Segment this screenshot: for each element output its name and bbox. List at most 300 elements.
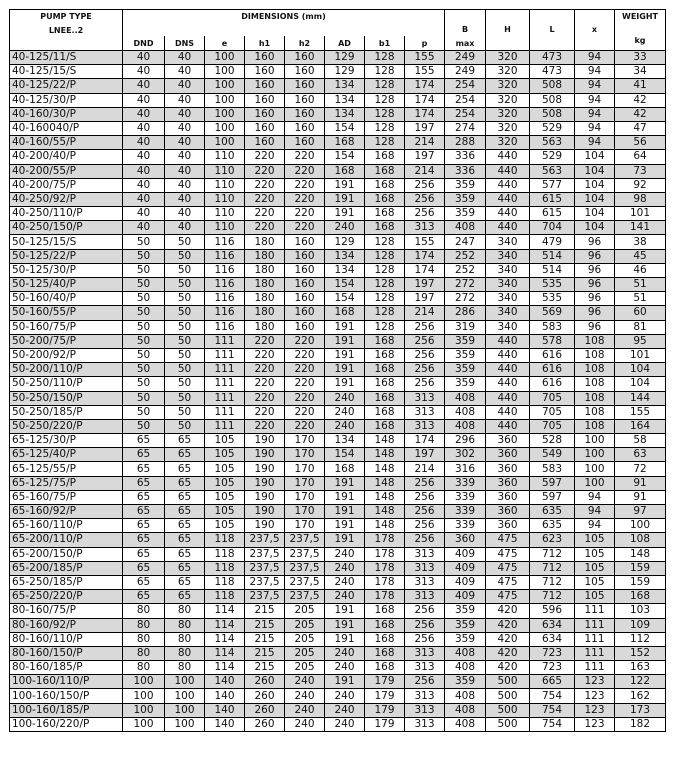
cell-pump-type: 40-160/55/P — [10, 136, 123, 150]
cell-p: 174 — [405, 434, 445, 448]
table-row — [10, 363, 666, 377]
cell-weight: 63 — [615, 448, 666, 462]
cell-b-max: 360 — [445, 533, 486, 547]
cell-weight: 164 — [615, 419, 666, 433]
cell-e: 114 — [205, 661, 245, 675]
cell-b-max: 339 — [445, 505, 486, 519]
cell-ad: 154 — [325, 121, 365, 135]
cell-l: 549 — [530, 448, 575, 462]
cell-b1: 168 — [365, 221, 405, 235]
cell-dnd: 65 — [123, 533, 165, 547]
cell-e: 110 — [205, 178, 245, 192]
table-header — [10, 10, 666, 51]
cell-dns: 80 — [165, 661, 205, 675]
cell-dnd: 40 — [123, 192, 165, 206]
cell-dnd: 65 — [123, 561, 165, 575]
cell-dns: 100 — [165, 689, 205, 703]
table-row — [10, 79, 666, 93]
cell-weight: 97 — [615, 505, 666, 519]
cell-b1: 148 — [365, 505, 405, 519]
cell-dnd: 65 — [123, 590, 165, 604]
cell-p: 155 — [405, 51, 445, 65]
cell-l: 508 — [530, 79, 575, 93]
cell-pump-type: 50-125/15/S — [10, 235, 123, 249]
cell-weight: 173 — [615, 703, 666, 717]
cell-p: 174 — [405, 249, 445, 263]
cell-b1: 168 — [365, 661, 405, 675]
cell-ad: 191 — [325, 505, 365, 519]
cell-dns: 40 — [165, 65, 205, 79]
cell-dns: 50 — [165, 235, 205, 249]
cell-b1: 128 — [365, 65, 405, 79]
cell-h2: 237,5 — [285, 533, 325, 547]
cell-p: 256 — [405, 604, 445, 618]
cell-ad: 240 — [325, 547, 365, 561]
cell-x: 96 — [575, 306, 615, 320]
cell-pump-type: 80-160/150/P — [10, 646, 123, 660]
cell-pump-type: 50-160/55/P — [10, 306, 123, 320]
cell-x: 123 — [575, 717, 615, 731]
cell-pump-type: 65-250/185/P — [10, 575, 123, 589]
cell-l: 712 — [530, 561, 575, 575]
cell-weight: 58 — [615, 434, 666, 448]
table-row — [10, 391, 666, 405]
cell-b1: 128 — [365, 136, 405, 150]
cell-p: 313 — [405, 717, 445, 731]
cell-h2: 160 — [285, 93, 325, 107]
cell-ad: 191 — [325, 363, 365, 377]
cell-h: 440 — [486, 363, 530, 377]
cell-dns: 100 — [165, 703, 205, 717]
cell-pump-type: 65-125/55/P — [10, 462, 123, 476]
cell-dnd: 50 — [123, 306, 165, 320]
cell-dnd: 80 — [123, 646, 165, 660]
cell-weight: 34 — [615, 65, 666, 79]
cell-l: 583 — [530, 320, 575, 334]
cell-h2: 240 — [285, 675, 325, 689]
cell-b-max: 408 — [445, 391, 486, 405]
cell-ad: 129 — [325, 51, 365, 65]
cell-h: 500 — [486, 689, 530, 703]
cell-h2: 170 — [285, 448, 325, 462]
table-row — [10, 490, 666, 504]
cell-weight: 148 — [615, 547, 666, 561]
cell-b-max: 408 — [445, 405, 486, 419]
cell-b-max: 336 — [445, 150, 486, 164]
table-row — [10, 462, 666, 476]
cell-l: 597 — [530, 476, 575, 490]
cell-b1: 178 — [365, 533, 405, 547]
cell-dns: 50 — [165, 419, 205, 433]
cell-e: 140 — [205, 703, 245, 717]
cell-x: 94 — [575, 121, 615, 135]
col-header-p: p — [405, 36, 445, 51]
cell-h1: 220 — [245, 178, 285, 192]
cell-weight: 163 — [615, 661, 666, 675]
cell-dns: 50 — [165, 377, 205, 391]
cell-l: 634 — [530, 618, 575, 632]
table-row — [10, 618, 666, 632]
cell-dns: 80 — [165, 646, 205, 660]
cell-e: 116 — [205, 278, 245, 292]
cell-h: 475 — [486, 533, 530, 547]
col-header-dnd: DND — [123, 36, 165, 51]
cell-h1: 160 — [245, 65, 285, 79]
cell-dns: 50 — [165, 292, 205, 306]
cell-h1: 237,5 — [245, 590, 285, 604]
col-header-b — [445, 10, 486, 51]
cell-l: 597 — [530, 490, 575, 504]
cell-ad: 240 — [325, 221, 365, 235]
table-row — [10, 717, 666, 731]
cell-h1: 220 — [245, 405, 285, 419]
cell-h: 475 — [486, 547, 530, 561]
cell-b-max: 252 — [445, 249, 486, 263]
cell-pump-type: 40-125/11/S — [10, 51, 123, 65]
cell-dnd: 100 — [123, 703, 165, 717]
cell-weight: 56 — [615, 136, 666, 150]
cell-b1: 168 — [365, 348, 405, 362]
cell-ad: 154 — [325, 292, 365, 306]
cell-dnd: 40 — [123, 51, 165, 65]
table-row — [10, 121, 666, 135]
cell-x: 94 — [575, 93, 615, 107]
cell-b-max: 409 — [445, 575, 486, 589]
cell-e: 105 — [205, 448, 245, 462]
cell-h2: 220 — [285, 377, 325, 391]
cell-l: 535 — [530, 278, 575, 292]
cell-weight: 81 — [615, 320, 666, 334]
cell-l: 712 — [530, 590, 575, 604]
cell-h: 440 — [486, 150, 530, 164]
cell-h: 360 — [486, 448, 530, 462]
cell-h1: 220 — [245, 348, 285, 362]
cell-e: 100 — [205, 93, 245, 107]
cell-x: 94 — [575, 505, 615, 519]
cell-e: 100 — [205, 107, 245, 121]
cell-e: 100 — [205, 79, 245, 93]
cell-h1: 190 — [245, 505, 285, 519]
cell-h: 475 — [486, 561, 530, 575]
cell-p: 256 — [405, 207, 445, 221]
cell-dns: 65 — [165, 434, 205, 448]
table-row — [10, 93, 666, 107]
cell-ad: 240 — [325, 646, 365, 660]
cell-h2: 160 — [285, 320, 325, 334]
cell-h1: 190 — [245, 434, 285, 448]
cell-b-max: 408 — [445, 717, 486, 731]
cell-p: 155 — [405, 235, 445, 249]
col-header-ad: AD — [325, 36, 365, 51]
cell-pump-type: 50-160/75/P — [10, 320, 123, 334]
cell-h1: 180 — [245, 278, 285, 292]
cell-h2: 205 — [285, 646, 325, 660]
cell-dns: 100 — [165, 717, 205, 731]
cell-dnd: 50 — [123, 405, 165, 419]
cell-ad: 191 — [325, 207, 365, 221]
cell-dns: 50 — [165, 320, 205, 334]
col-header-b-max: max — [455, 39, 475, 48]
cell-ad: 191 — [325, 348, 365, 362]
cell-h1: 220 — [245, 150, 285, 164]
cell-b1: 128 — [365, 249, 405, 263]
cell-h: 440 — [486, 221, 530, 235]
cell-b-max: 272 — [445, 278, 486, 292]
col-header-l — [530, 10, 575, 51]
cell-h2: 170 — [285, 505, 325, 519]
cell-h2: 220 — [285, 348, 325, 362]
table-row — [10, 334, 666, 348]
cell-h2: 220 — [285, 207, 325, 221]
cell-b-max: 408 — [445, 646, 486, 660]
cell-h: 440 — [486, 419, 530, 433]
cell-h2: 160 — [285, 306, 325, 320]
weight-unit-label: kg — [634, 36, 646, 45]
cell-l: 473 — [530, 65, 575, 79]
cell-dns: 50 — [165, 334, 205, 348]
table-row — [10, 646, 666, 660]
cell-p: 313 — [405, 703, 445, 717]
cell-b1: 179 — [365, 675, 405, 689]
cell-weight: 108 — [615, 533, 666, 547]
cell-weight: 98 — [615, 192, 666, 206]
cell-h1: 190 — [245, 462, 285, 476]
cell-p: 174 — [405, 107, 445, 121]
table-body — [10, 51, 666, 732]
cell-pump-type: 40-250/110/P — [10, 207, 123, 221]
cell-weight: 38 — [615, 235, 666, 249]
table-row — [10, 547, 666, 561]
cell-h: 320 — [486, 79, 530, 93]
cell-h2: 237,5 — [285, 547, 325, 561]
cell-pump-type: 65-125/40/P — [10, 448, 123, 462]
cell-pump-type: 50-125/30/P — [10, 263, 123, 277]
cell-b1: 179 — [365, 703, 405, 717]
cell-b-max: 254 — [445, 93, 486, 107]
cell-h: 320 — [486, 107, 530, 121]
cell-e: 100 — [205, 121, 245, 135]
cell-dnd: 50 — [123, 377, 165, 391]
cell-x: 111 — [575, 646, 615, 660]
cell-pump-type: 65-200/110/P — [10, 533, 123, 547]
cell-dnd: 80 — [123, 618, 165, 632]
cell-h1: 260 — [245, 717, 285, 731]
cell-l: 479 — [530, 235, 575, 249]
cell-h1: 180 — [245, 249, 285, 263]
cell-p: 256 — [405, 618, 445, 632]
cell-pump-type: 65-160/75/P — [10, 490, 123, 504]
cell-weight: 104 — [615, 363, 666, 377]
cell-dnd: 50 — [123, 334, 165, 348]
cell-weight: 42 — [615, 107, 666, 121]
cell-e: 140 — [205, 717, 245, 731]
table-row — [10, 263, 666, 277]
cell-b-max: 359 — [445, 377, 486, 391]
cell-dns: 50 — [165, 391, 205, 405]
cell-dnd: 40 — [123, 65, 165, 79]
cell-b1: 178 — [365, 547, 405, 561]
cell-h: 420 — [486, 632, 530, 646]
cell-dnd: 50 — [123, 320, 165, 334]
cell-pump-type: 40-250/150/P — [10, 221, 123, 235]
cell-b1: 148 — [365, 448, 405, 462]
cell-h2: 205 — [285, 618, 325, 632]
cell-ad: 134 — [325, 434, 365, 448]
cell-h2: 205 — [285, 604, 325, 618]
cell-l: 635 — [530, 519, 575, 533]
cell-h2: 237,5 — [285, 561, 325, 575]
cell-pump-type: 40-200/55/P — [10, 164, 123, 178]
cell-l: 712 — [530, 575, 575, 589]
cell-p: 256 — [405, 178, 445, 192]
cell-dns: 50 — [165, 348, 205, 362]
cell-pump-type: 65-160/92/P — [10, 505, 123, 519]
cell-l: 616 — [530, 348, 575, 362]
cell-e: 118 — [205, 561, 245, 575]
cell-h: 420 — [486, 646, 530, 660]
cell-x: 104 — [575, 207, 615, 221]
cell-b-max: 408 — [445, 419, 486, 433]
cell-h2: 170 — [285, 490, 325, 504]
cell-dns: 40 — [165, 221, 205, 235]
cell-e: 100 — [205, 51, 245, 65]
cell-p: 174 — [405, 93, 445, 107]
col-header-e: e — [205, 36, 245, 51]
cell-b-max: 339 — [445, 490, 486, 504]
cell-dns: 40 — [165, 93, 205, 107]
cell-weight: 73 — [615, 164, 666, 178]
cell-dnd: 65 — [123, 448, 165, 462]
table-row — [10, 136, 666, 150]
cell-b1: 168 — [365, 207, 405, 221]
cell-l: 583 — [530, 462, 575, 476]
cell-weight: 51 — [615, 278, 666, 292]
cell-h1: 237,5 — [245, 575, 285, 589]
cell-e: 118 — [205, 547, 245, 561]
cell-h: 340 — [486, 249, 530, 263]
cell-ad: 191 — [325, 320, 365, 334]
cell-e: 105 — [205, 505, 245, 519]
cell-dnd: 50 — [123, 419, 165, 433]
cell-pump-type: 50-250/220/P — [10, 419, 123, 433]
cell-ad: 191 — [325, 192, 365, 206]
cell-ad: 191 — [325, 533, 365, 547]
cell-b-max: 359 — [445, 618, 486, 632]
cell-e: 100 — [205, 136, 245, 150]
cell-ad: 191 — [325, 632, 365, 646]
cell-l: 508 — [530, 107, 575, 121]
cell-pump-type: 100-160/110/P — [10, 675, 123, 689]
cell-x: 100 — [575, 434, 615, 448]
cell-x: 94 — [575, 136, 615, 150]
cell-pump-type: 40-125/15/S — [10, 65, 123, 79]
cell-x: 96 — [575, 249, 615, 263]
cell-ad: 134 — [325, 107, 365, 121]
cell-p: 197 — [405, 448, 445, 462]
cell-e: 110 — [205, 192, 245, 206]
cell-b-max: 359 — [445, 207, 486, 221]
cell-x: 96 — [575, 320, 615, 334]
cell-dns: 65 — [165, 575, 205, 589]
cell-l: 563 — [530, 164, 575, 178]
cell-h1: 220 — [245, 207, 285, 221]
cell-ad: 191 — [325, 476, 365, 490]
cell-pump-type: 50-200/110/P — [10, 363, 123, 377]
cell-pump-type: 65-200/150/P — [10, 547, 123, 561]
cell-e: 105 — [205, 476, 245, 490]
cell-ad: 240 — [325, 391, 365, 405]
cell-weight: 168 — [615, 590, 666, 604]
col-header-b-label: B — [461, 25, 469, 34]
cell-dnd: 40 — [123, 107, 165, 121]
cell-h: 440 — [486, 207, 530, 221]
cell-p: 197 — [405, 150, 445, 164]
table-row — [10, 405, 666, 419]
cell-h: 440 — [486, 391, 530, 405]
cell-h2: 160 — [285, 79, 325, 93]
cell-b-max: 336 — [445, 164, 486, 178]
cell-h2: 170 — [285, 476, 325, 490]
cell-b-max: 288 — [445, 136, 486, 150]
cell-x: 96 — [575, 235, 615, 249]
cell-h: 440 — [486, 192, 530, 206]
cell-b-max: 274 — [445, 121, 486, 135]
cell-dns: 50 — [165, 278, 205, 292]
cell-dnd: 65 — [123, 490, 165, 504]
cell-b1: 148 — [365, 462, 405, 476]
cell-h1: 220 — [245, 391, 285, 405]
cell-ad: 191 — [325, 618, 365, 632]
cell-h1: 260 — [245, 703, 285, 717]
cell-pump-type: 100-160/185/P — [10, 703, 123, 717]
cell-b-max: 286 — [445, 306, 486, 320]
cell-b1: 179 — [365, 717, 405, 731]
cell-weight: 91 — [615, 490, 666, 504]
cell-dns: 50 — [165, 306, 205, 320]
cell-p: 155 — [405, 65, 445, 79]
cell-h2: 160 — [285, 136, 325, 150]
cell-e: 110 — [205, 221, 245, 235]
cell-l: 535 — [530, 292, 575, 306]
cell-pump-type: 65-125/75/P — [10, 476, 123, 490]
cell-l: 754 — [530, 717, 575, 731]
cell-e: 111 — [205, 334, 245, 348]
cell-weight: 141 — [615, 221, 666, 235]
cell-p: 256 — [405, 533, 445, 547]
cell-h2: 170 — [285, 462, 325, 476]
dimensions-table-container — [9, 9, 665, 732]
cell-dnd: 40 — [123, 207, 165, 221]
cell-h1: 160 — [245, 79, 285, 93]
cell-dnd: 65 — [123, 505, 165, 519]
cell-dns: 40 — [165, 136, 205, 150]
table-row — [10, 164, 666, 178]
col-header-dns: DNS — [165, 36, 205, 51]
cell-x: 94 — [575, 490, 615, 504]
cell-pump-type: 80-160/185/P — [10, 661, 123, 675]
cell-ad: 191 — [325, 490, 365, 504]
table-row — [10, 377, 666, 391]
cell-h2: 220 — [285, 405, 325, 419]
cell-h2: 237,5 — [285, 590, 325, 604]
cell-e: 105 — [205, 434, 245, 448]
table-row — [10, 150, 666, 164]
cell-dns: 65 — [165, 547, 205, 561]
cell-e: 111 — [205, 377, 245, 391]
cell-h1: 180 — [245, 263, 285, 277]
cell-p: 313 — [405, 575, 445, 589]
cell-weight: 182 — [615, 717, 666, 731]
